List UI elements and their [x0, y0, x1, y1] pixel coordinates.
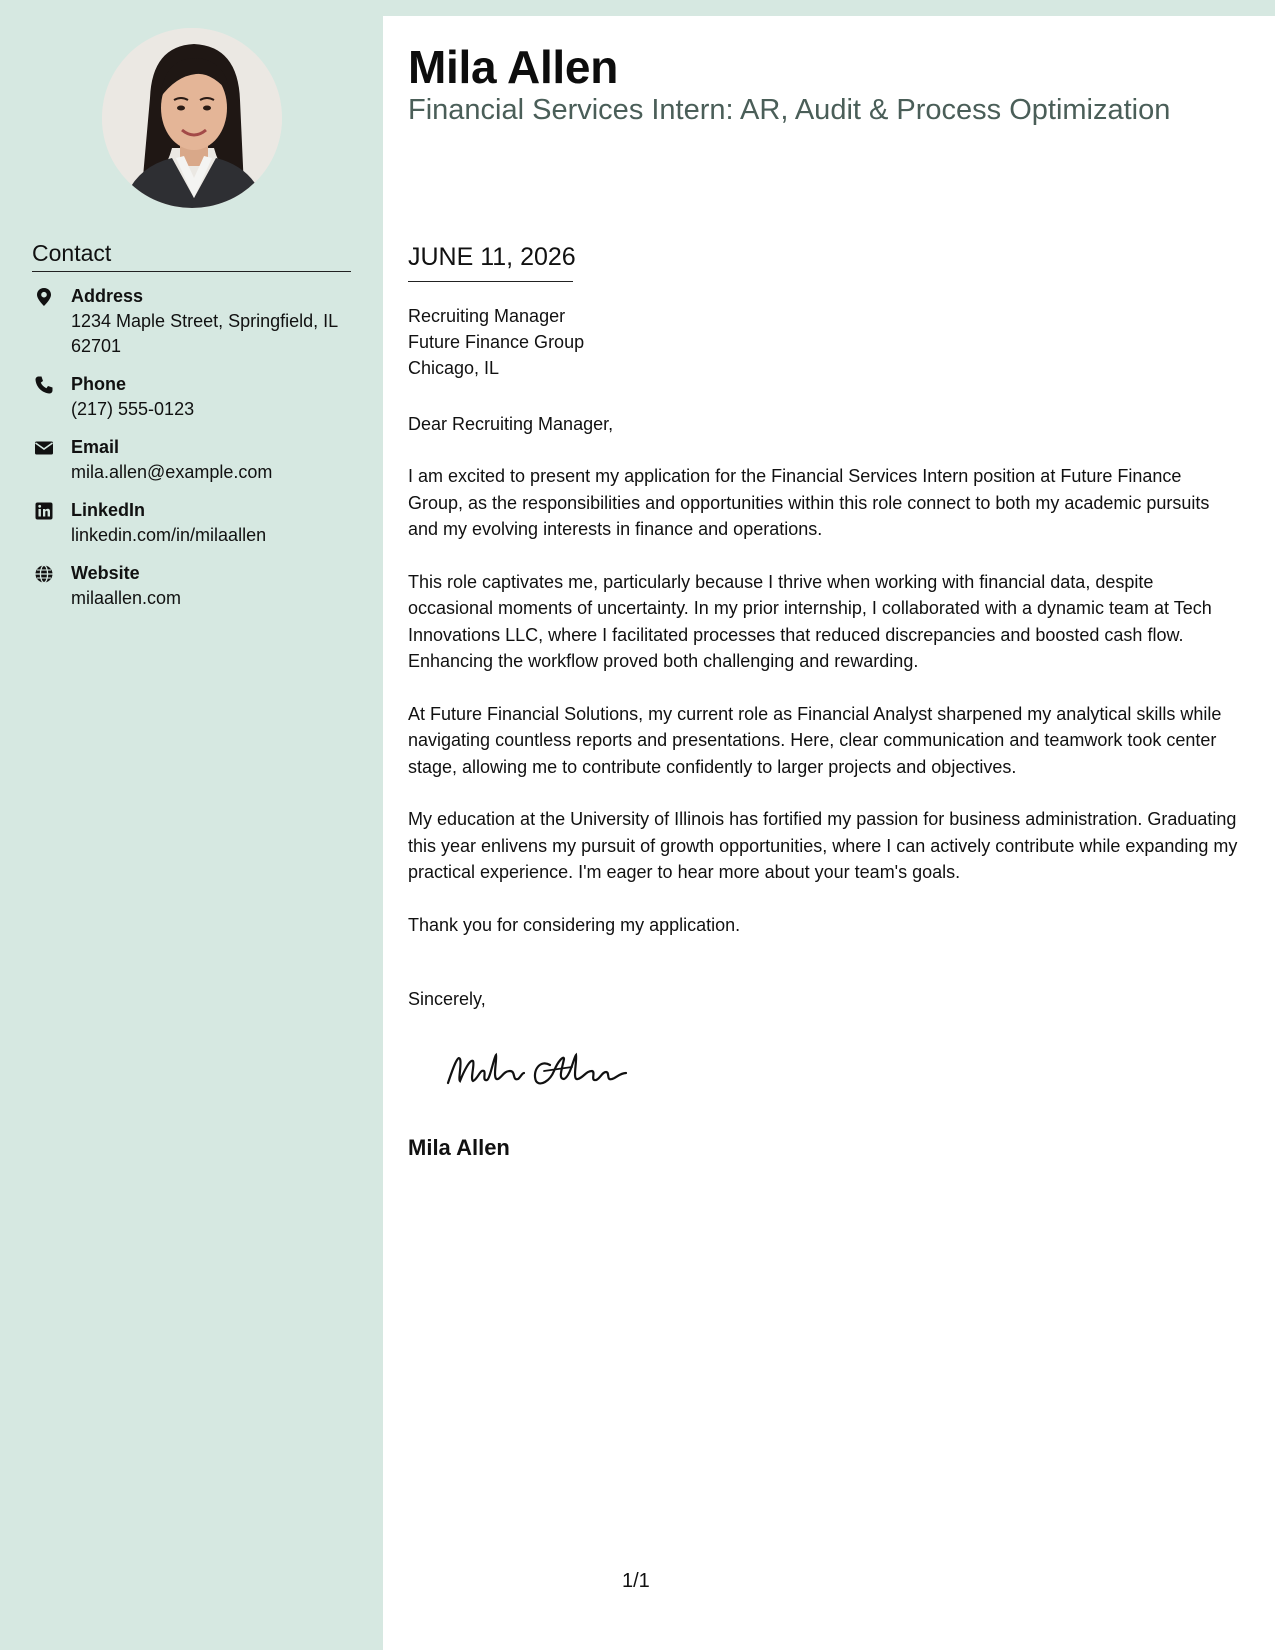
contact-item-website	[32, 561, 352, 611]
contact-label: Email	[71, 437, 120, 457]
recipient-line: Future Finance Group	[408, 332, 585, 352]
linkedin-icon	[34, 501, 54, 521]
contact-value: (217) 555-0123	[71, 399, 195, 419]
contact-item-linkedin	[32, 498, 352, 548]
contact-heading: Contact	[32, 240, 112, 266]
map-pin-icon	[34, 287, 54, 307]
body-paragraph: Thank you for considering my application.	[408, 914, 741, 935]
contact-item-email	[32, 435, 352, 485]
contact-label: Website	[71, 563, 140, 583]
envelope-icon	[34, 438, 54, 458]
body-paragraph: I am excited to present my application for the Financial Services Intern position at Future Finance Group, as the responsibilities and opportunities within this role connect to both my academic pursuits and my evolving interests in finance and operations.	[408, 466, 1210, 539]
page-number: 1/1	[622, 1570, 650, 1592]
job-headline: Financial Services Intern: AR, Audit & Process Optimization	[408, 94, 1171, 126]
contact-label: LinkedIn	[71, 500, 146, 520]
body-paragraph: This role captivates me, particularly because I thrive when working with financial data, despite occasional moments of uncertainty. In my prior internship, I collaborated with a dynamic team at Tech Innovations LLC, where I facilitated processes that reduced discrepancies and boosted cash flow. Enhancing the workflow proved both challenging and rewarding.	[408, 571, 1212, 671]
body-paragraph: At Future Financial Solutions, my current role as Financial Analyst sharpened my analytical skills while navigating countless reports and presentations. Here, clear communication and teamwork took center stage, allowing me to contribute confidently to larger projects and objectives.	[408, 703, 1222, 777]
contact-label: Phone	[71, 374, 127, 394]
recipient-block	[408, 303, 584, 381]
contact-value: linkedin.com/in/milaallen	[71, 525, 267, 545]
recipient-line: Chicago, IL	[408, 358, 500, 378]
signer-name: Mila Allen	[408, 1135, 510, 1160]
recipient-line: Recruiting Manager	[408, 306, 566, 326]
contact-value: milaallen.com	[71, 588, 182, 608]
globe-icon	[34, 564, 54, 584]
signature	[440, 1045, 640, 1100]
contact-list	[32, 284, 352, 624]
letter-body	[408, 463, 1238, 964]
contact-divider	[32, 271, 351, 272]
avatar	[102, 28, 282, 208]
contact-item-phone	[32, 372, 352, 422]
letter-date: JUNE 11, 2026	[408, 243, 576, 271]
phone-icon	[34, 375, 54, 395]
top-band	[0, 0, 1275, 16]
contact-value: 1234 Maple Street, Springfield, IL 62701	[71, 311, 338, 356]
applicant-name: Mila Allen	[408, 41, 618, 93]
salutation: Dear Recruiting Manager,	[408, 414, 614, 434]
contact-label: Address	[71, 286, 144, 306]
body-paragraph: My education at the University of Illinois has fortified my passion for business administration. Graduating this year enlivens my pursuit of growth opportunities, where I can actively contribute while expanding my practical experience. I'm eager to hear more about your team's goals.	[408, 809, 1238, 882]
contact-value: mila.allen@example.com	[71, 462, 273, 482]
closing: Sincerely,	[408, 989, 486, 1009]
date-underline	[408, 281, 573, 282]
contact-item-address	[32, 284, 352, 359]
